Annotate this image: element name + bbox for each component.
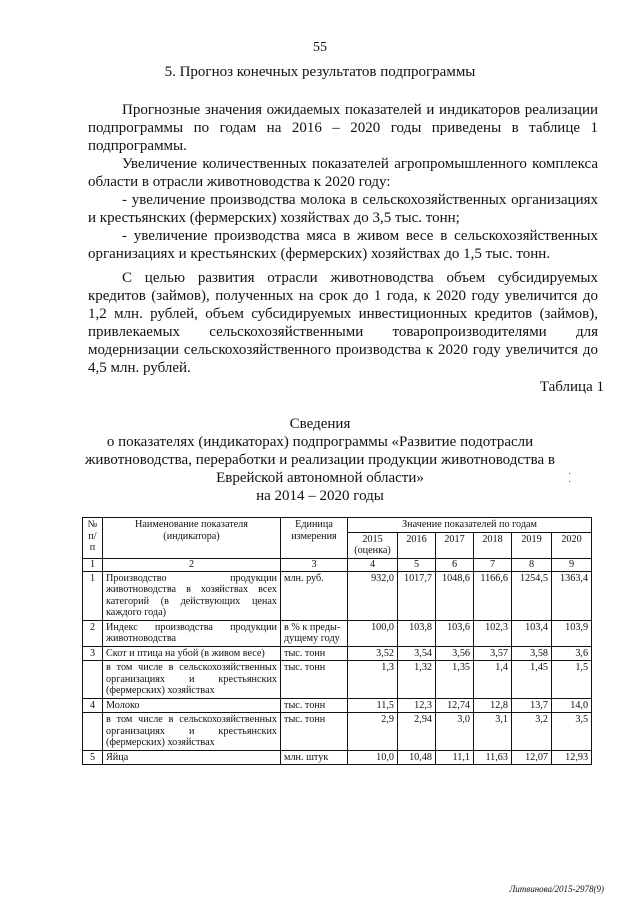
header-num: № п/п [83,518,103,559]
paragraph-4: - увеличение производства мяса в живом весе в сельскохозяйственных организациях и крестьянских (фермерских) хозяйствах до 1,5 тыс. тонн. [88,228,598,262]
paragraph-5: С целью развития отрасли животноводства объем субсидируемых кредитов (займов), полученных на срок до 1 года, к 2020 году увеличится до 1,2 млн. рублей, объем субсидируемых инвестиционных кредитов (займов), привлекаемых сельскохозяйственными товаропроизводителями для модернизации сельскохозяйственного производства к 2020 году увеличится до 4,5 млн. рублей. [88,270,598,376]
row-unit: тыс. тонн [281,661,348,699]
header-values-group: Значение показателей по годам [348,518,592,533]
section-title: 5. Прогноз конечных результатов подпрограммы [164,64,476,80]
row-value: 3,52 [348,646,398,661]
table-row [83,698,592,713]
caption-line-2: о показателях (индикаторах) подпрограммы «Развитие подотрасли [106,434,534,450]
row-value: 2,94 [398,713,436,751]
column-index: 3 [281,558,348,571]
row-value: 1166,6 [474,571,512,620]
row-unit: тыс. тонн [281,698,348,713]
row-value: 103,8 [398,620,436,646]
row-value: 1,35 [436,661,474,699]
row-num [83,713,103,751]
column-index: 1 [83,558,103,571]
header-name: Наименование показателя (индикатора) [103,518,281,559]
row-value: 13,7 [512,698,552,713]
row-name: Молоко [103,698,281,713]
row-value: 12,3 [398,698,436,713]
row-value: 1,4 [474,661,512,699]
table-row [83,750,592,765]
row-unit: тыс. тонн [281,713,348,751]
row-value: 11,63 [474,750,512,765]
row-value: 1,32 [398,661,436,699]
header-unit: Единица измерения [281,518,348,559]
row-value: 3,58 [512,646,552,661]
row-value: 3,57 [474,646,512,661]
row-value: 3,5 [552,713,592,751]
row-value: 3,0 [436,713,474,751]
row-unit: млн. руб. [281,571,348,620]
row-value: 932,0 [348,571,398,620]
row-name: Производство продукции животноводства в хозяйствах всех категорий (в действующих ценах каждого года) [103,571,281,620]
indicators-table [82,517,592,765]
row-value: 10,0 [348,750,398,765]
caption-line-4: Еврейской автономной области» [216,470,424,486]
row-value: 3,2 [512,713,552,751]
column-index-row [83,558,592,571]
row-value: 3,54 [398,646,436,661]
row-name: Яйца [103,750,281,765]
header-year: 2018 [474,532,512,558]
table-row [83,571,592,620]
row-num: 4 [83,698,103,713]
row-value: 12,74 [436,698,474,713]
column-index: 6 [436,558,474,571]
header-year: 2015 (оценка) [348,532,398,558]
row-value: 14,0 [552,698,592,713]
row-value: 12,07 [512,750,552,765]
row-unit: в % к преды-дущему году [281,620,348,646]
body-text [88,101,598,377]
row-name: Индекс производства продукции животноводства [103,620,281,646]
row-value: 1,45 [512,661,552,699]
page-number: 55 [313,40,327,55]
table-row [83,713,592,751]
row-num: 1 [83,571,103,620]
header-year: 2016 [398,532,436,558]
row-value: 11,5 [348,698,398,713]
row-num [83,661,103,699]
column-index: 8 [512,558,552,571]
row-value: 1017,7 [398,571,436,620]
caption-line-5: на 2014 – 2020 годы [256,488,384,504]
row-value: 103,4 [512,620,552,646]
row-value: 3,6 [552,646,592,661]
scan-dots: · · [568,469,572,488]
row-value: 3,1 [474,713,512,751]
row-name: в том числе в сельскохозяйственных организациях и крестьянских (фермерских) хозяйствах [103,713,281,751]
header-year: 2020 [552,532,592,558]
column-index: 2 [103,558,281,571]
column-index: 9 [552,558,592,571]
row-value: 103,6 [436,620,474,646]
caption-line-1: Сведения [289,416,351,432]
row-value: 1254,5 [512,571,552,620]
row-value: 10,48 [398,750,436,765]
table-row [83,646,592,661]
footer-code: Литвинова/2015-2978(9) [509,884,604,894]
row-value: 1363,4 [552,571,592,620]
header-year: 2019 [512,532,552,558]
column-index: 4 [348,558,398,571]
caption-line-3: животноводства, переработки и реализации продукции животноводства в [85,452,555,468]
row-value: 103,9 [552,620,592,646]
table-row [83,661,592,699]
paragraph-3: - увеличение производства молока в сельскохозяйственных организациях и крестьянских (фермерских) хозяйствах до 3,5 тыс. тонн; [88,192,598,226]
row-value: 100,0 [348,620,398,646]
row-value: 11,1 [436,750,474,765]
row-value: 1,3 [348,661,398,699]
table-caption [0,415,640,505]
row-name: Скот и птица на убой (в живом весе) [103,646,281,661]
row-unit: тыс. тонн [281,646,348,661]
paragraph-1: Прогнозные значения ожидаемых показателей и индикаторов реализации подпрограммы по годам на 2016 – 2020 годы приведены в таблице 1 подпрограммы. [88,102,598,154]
row-value: 1,5 [552,661,592,699]
row-num: 2 [83,620,103,646]
row-num: 3 [83,646,103,661]
column-index: 7 [474,558,512,571]
row-value: 2,9 [348,713,398,751]
row-num: 5 [83,750,103,765]
row-value: 102,3 [474,620,512,646]
header-row [83,518,592,533]
table-label: Таблица 1 [539,379,604,395]
row-value: 12,8 [474,698,512,713]
column-index: 5 [398,558,436,571]
row-unit: млн. штук [281,750,348,765]
row-value: 12,93 [552,750,592,765]
row-name: в том числе в сельскохозяйственных организациях и крестьянских (фермерских) хозяйствах [103,661,281,699]
row-value: 3,56 [436,646,474,661]
table-row [83,620,592,646]
paragraph-2: Увеличение количественных показателей агропромышленного комплекса области в отрасли животноводства к 2020 году: [88,156,598,190]
row-value: 1048,6 [436,571,474,620]
header-year: 2017 [436,532,474,558]
